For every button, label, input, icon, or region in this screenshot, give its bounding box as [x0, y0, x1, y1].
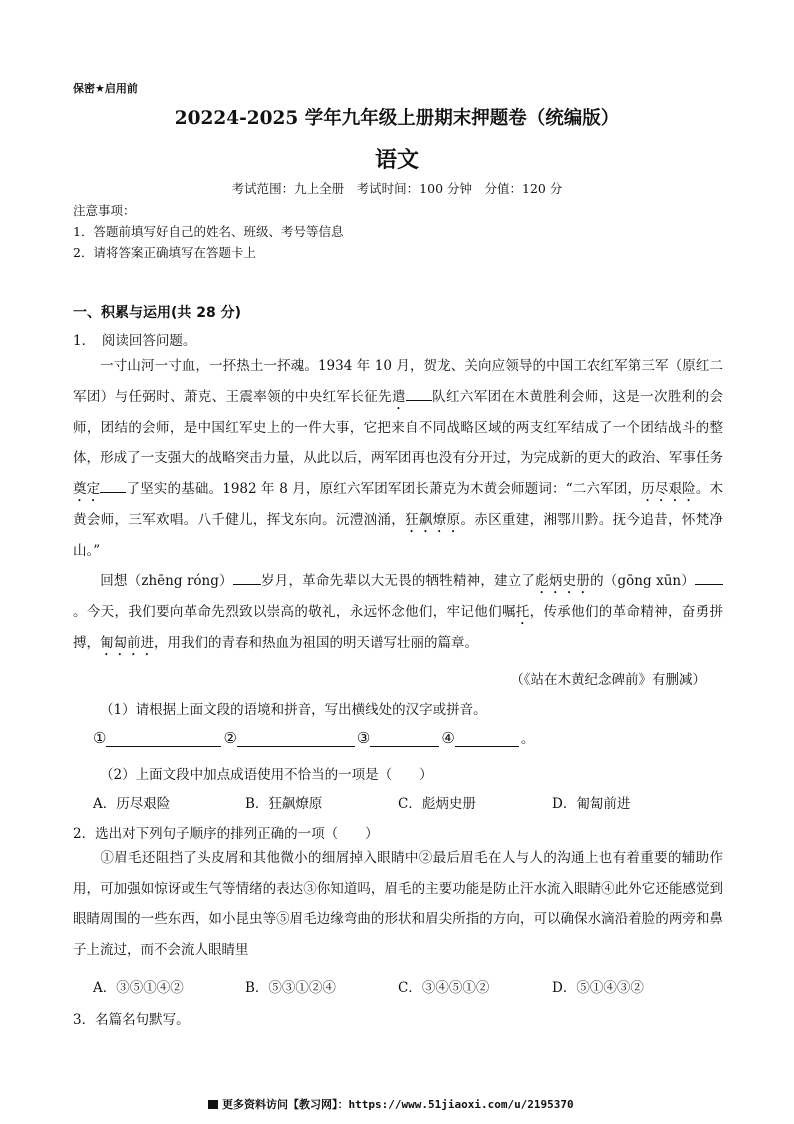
notes-block [73, 200, 343, 263]
notes-heading: 注意事项： [73, 203, 136, 218]
answer-mark: ② [223, 729, 237, 747]
question-1-sub-2: （2）上面文段中加点成语使用不恰当的一项是（ ） [100, 767, 433, 783]
section-heading: 一、积累与运用(共 28 分) [73, 305, 242, 321]
question-2-stem: 2．选出对下列句子顺序的排列正确的一项（ ） [73, 826, 379, 842]
option-a[interactable]: A．③⑤①④② [93, 980, 184, 996]
p1-text-d: 。木黄会师，三军欢唱。八千健儿，挥戈东向。沅澧汹涌， [73, 480, 724, 528]
question-2-text: ①眉毛还阻挡了头皮屑和其他微小的细屑掉入眼睛中②最后眉毛在人与人的沟通上也有着重要的辅助作用，可加强如惊讶或生气等情绪的表达③你知道吗，眉毛的主要功能是防止汗水流入眼睛④此外它还能感觉到眼睛周围的一些东西，如小昆虫等⑤眉毛边缘弯曲的形状和眉尖所指的方向，可以确保水滴沿着脸的两旁和鼻子上流过，而不会流人眼睛里 [73, 850, 723, 958]
option-c[interactable]: C．彪炳史册 [398, 796, 476, 812]
notes-item-2: 2．请将答案正确填写在答题卡上 [73, 245, 256, 260]
p1-text-b: 队红六军团在木黄胜利会师，这是一次胜利的会师，团结的会师，是中国红军史上的一件大事，它把来自不同战略区域的两支红军结成了一个团结战斗的整体，形成了一支强大的战略突击力量，从此以后，两军团再也没有分开过，为完成新的更大的政治、军事任务 [73, 388, 724, 466]
answer-line[interactable] [455, 732, 519, 747]
answer-end-mark: 。 [520, 731, 535, 747]
notes-item-1: 1．答题前填写好自己的姓名、班级、考号等信息 [73, 224, 344, 239]
blank-line [406, 387, 432, 401]
secret-label: 保密★启用前 [73, 82, 138, 95]
answer-blank-1[interactable] [93, 729, 223, 747]
answer-blank-3[interactable] [357, 729, 441, 747]
option-b[interactable]: B．狂飙燎原 [245, 796, 323, 812]
exam-title: 20224-2025 学年九年级上册期末押题卷（统编版） [174, 108, 620, 129]
answer-line[interactable] [370, 732, 439, 747]
answer-mark: ① [93, 729, 107, 747]
blank-line [100, 479, 126, 493]
question-1-sub-1: （1）请根据上面文段的语境和拼音，写出横线处的汉字或拼音。 [100, 702, 487, 718]
blank-line [695, 571, 723, 585]
question-1-paragraph-1 [73, 351, 723, 566]
question-3-stem: 3．名篇名句默写。 [73, 1012, 190, 1028]
option-d[interactable]: D．匍匐前进 [552, 796, 631, 812]
option-b[interactable]: B．⑤③①②④ [245, 980, 336, 996]
question-1-paragraph-2 [73, 566, 723, 659]
p1-dotted-word: 奠定 [73, 480, 101, 497]
option-a[interactable]: A．历尽艰险 [93, 796, 171, 812]
p2-text-e: ，传承他们的革命精神，奋勇拼搏， [73, 604, 724, 651]
passage-source: （《站在木黄纪念碑前》有删减） [510, 672, 706, 688]
answer-mark: ④ [441, 729, 455, 747]
idiom-dotted-2: 狂飙燎原 [405, 511, 461, 528]
p2-text-f: ，用我们的青春和热血为祖国的明天谱写壮丽的篇章。 [154, 635, 478, 651]
idiom-dotted-3: 彪炳史册 [535, 573, 591, 589]
p2-text-b: 岁月，革命先辈以大无畏的牺牲精神，建立了 [260, 573, 536, 589]
answer-blanks [93, 727, 534, 747]
idiom-dotted-4: 匍匐前进 [100, 635, 154, 651]
answer-blank-4[interactable] [441, 729, 520, 747]
answer-line[interactable] [237, 732, 355, 747]
blank-line [233, 571, 261, 585]
exam-info: 考试范围：九上全册 考试时间：100 分钟 分值：120 分 [231, 181, 563, 196]
footer [208, 1096, 574, 1112]
question-2-sentences [73, 843, 723, 965]
p2-text-a: 回想（zhēng róng） [100, 573, 233, 589]
answer-line[interactable] [106, 732, 221, 747]
p1-dotted-char: 遣 [391, 388, 406, 405]
idiom-dotted-1: 历尽艰险 [641, 480, 696, 497]
p2-dotted-char: 托 [515, 604, 530, 620]
p2-text-c: 的（gōng xūn） [590, 573, 696, 589]
answer-mark: ③ [356, 729, 371, 747]
p1-text-a: 一寸山河一寸血，一抔热土一抔魂。1934 年 10 月，贺龙、关向应领导的中国工农红军第三军（原红二军团）与任弼时、萧克、王震率领的中央红军长征先 [73, 358, 723, 405]
p2-text-d: 。今天，我们要向革命先烈致以崇高的敬礼，永远怀念他们，牢记他们嘱 [73, 604, 516, 620]
footer-link[interactable]: 更多资料访问【教习网】：https://www.51jiaoxi.com/u/2195370 [222, 1098, 574, 1111]
option-c[interactable]: C．③④⑤①② [398, 980, 490, 996]
question-1-stem: 1． 阅读回答问题。 [73, 333, 197, 349]
p1-text-e: 。赤区重建，湘鄂川黔。抚今追昔，怀梵净山。” [73, 511, 724, 559]
p1-text-c: 了坚实的基础。1982 年 8 月，原红六军团军团长萧克为木黄会师题词：“二六军团， [126, 480, 642, 497]
answer-blank-2[interactable] [223, 729, 356, 747]
flag-icon [208, 1100, 218, 1109]
subject-title: 语文 [374, 147, 419, 173]
option-d[interactable]: D．⑤①④③② [552, 980, 644, 996]
